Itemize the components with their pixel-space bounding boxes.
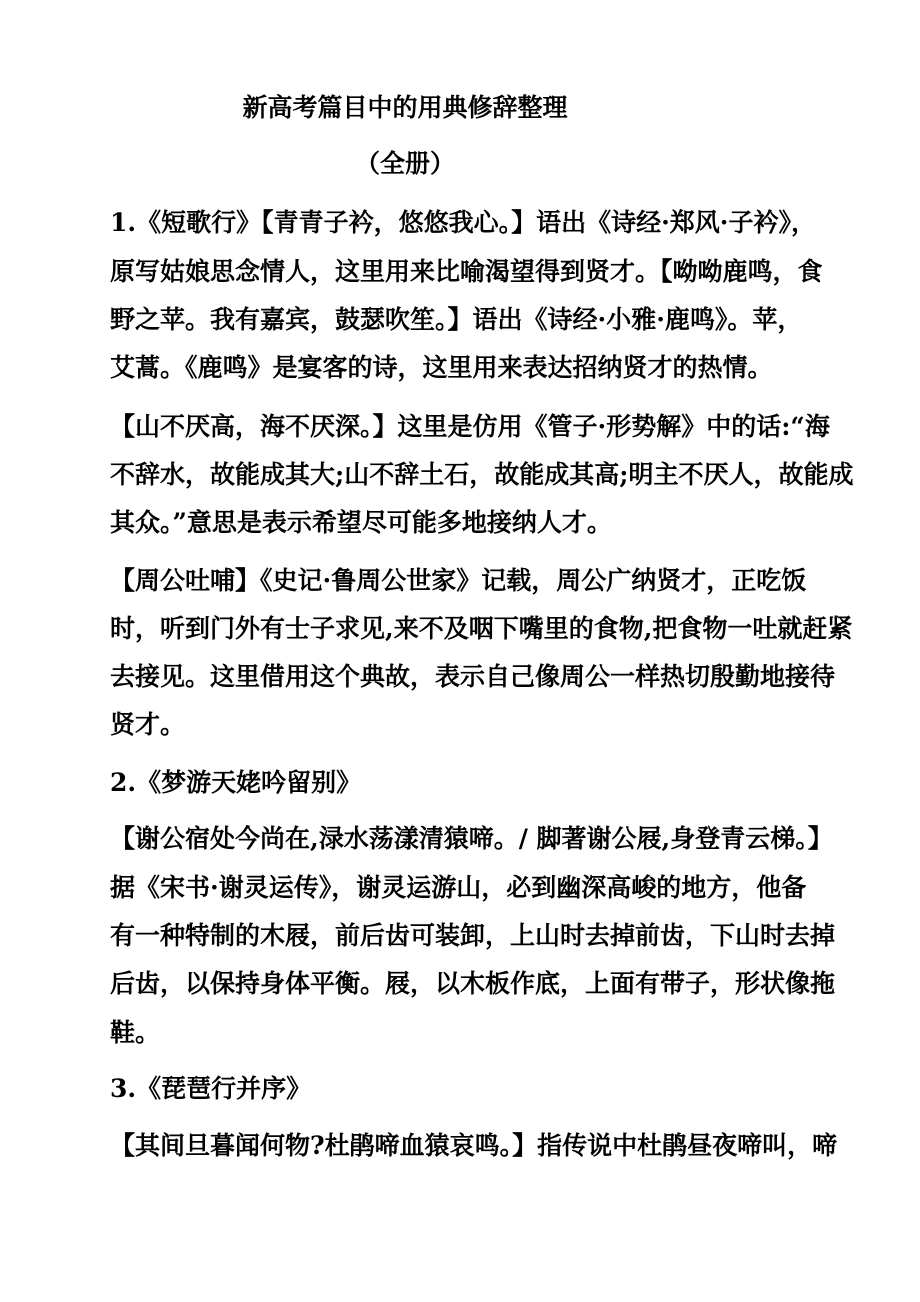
text-line: 有一种特制的木屐，前后齿可装卸，上山时去掉前齿，下山时去掉 xyxy=(110,921,836,950)
text-line: 【山不厌高，海不厌深。】这里是仿用《管子·形势解》中的话:“海 xyxy=(110,412,830,441)
text-line: 据《宋书·谢灵运传》，谢灵运游山，必到幽深高峻的地方，他备 xyxy=(110,873,807,902)
text-line: 不辞水，故能成其大;山不辞土石，故能成其高;明主不厌人，故能成 xyxy=(110,460,854,489)
text-line: 【谢公宿处今尚在,渌水荡漾清猿啼。/ 脚著谢公屐,身登青云梯。】 xyxy=(110,824,833,853)
text-line: 原写姑娘思念情人，这里用来比喻渴望得到贤才。【呦呦鹿鸣，食 xyxy=(110,257,823,286)
text-line: 【其间旦暮闻何物?杜鹃啼血猿哀鸣。】指传说中杜鹃昼夜啼叫，啼 xyxy=(110,1131,838,1160)
text-line: 其众。”意思是表示希望尽可能多地接纳人才。 xyxy=(110,508,612,537)
text-line: 贤才。 xyxy=(110,710,186,739)
text-line: 【周公吐哺】《史记·鲁周公世家》记载，周公广纳贤才，正吃饭 xyxy=(110,566,807,595)
text-line: 后齿，以保持身体平衡。屐，以木板作底，上面有带子，形状像拖 xyxy=(110,969,836,998)
section-heading: 3.《琵琶行并序》 xyxy=(110,1074,312,1103)
text-line: 1.《短歌行》【青青子衿，悠悠我心。】语出《诗经·郑风·子衿》， xyxy=(110,208,817,237)
text-line: 鞋。 xyxy=(110,1018,161,1047)
text-line: 去接见。这里借用这个典故，表示自己像周公一样热切殷勤地接待 xyxy=(110,662,836,691)
text-line: 野之苹。我有嘉宾，鼓瑟吹笙。】语出《诗经·小雅·鹿鸣》。苹， xyxy=(110,305,803,334)
document-title: 新高考篇目中的用典修辞整理 xyxy=(242,93,568,122)
text-line: 艾蒿。《鹿鸣》是宴客的诗，这里用来表达招纳贤才的热情。 xyxy=(110,353,773,382)
section-heading: 2.《梦游天姥吟留别》 xyxy=(110,768,362,797)
text-line: 时，听到门外有士子求见,来不及咽下嘴里的食物,把食物一吐就赶紧 xyxy=(110,614,853,643)
document-subtitle: （全册） xyxy=(354,149,455,178)
